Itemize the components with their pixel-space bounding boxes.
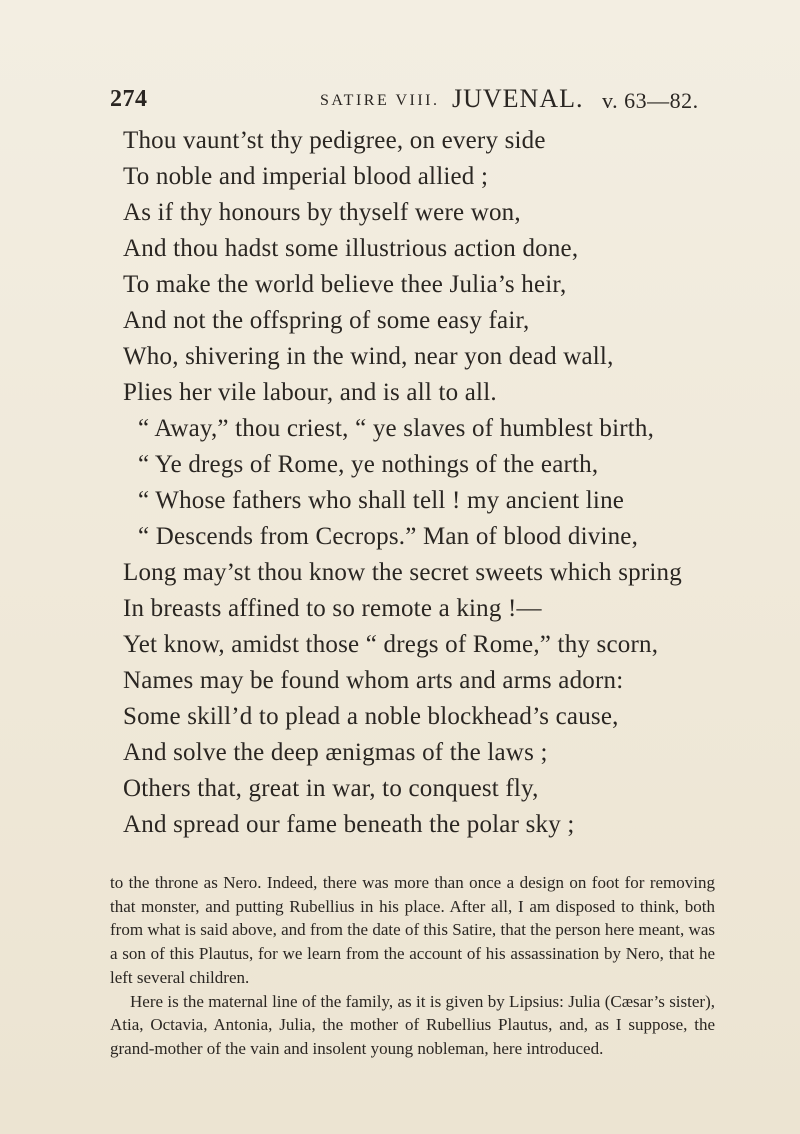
poem-line: Names may be found whom arts and arms adorn: xyxy=(123,667,624,694)
poem-line: Thou vaunt’st thy pedigree, on every side xyxy=(123,127,546,154)
poem-line: To noble and imperial blood allied ; xyxy=(123,163,489,190)
poem-line: Some skill’d to plead a noble blockhead’s cause, xyxy=(123,703,619,730)
poem-line: “ Away,” thou criest, “ ye slaves of humblest birth, xyxy=(138,415,655,442)
footnote-paragraph: Here is the maternal line of the family, as it is given by Lipsius: Julia (Cæsar’s sister), Atia, Octavia, Antonia, Julia, the mother of Rubellius Plautus, and, as I suppose, the grand-mother of the vain and insolent young nobleman, here introduced. xyxy=(110,991,715,1058)
poem-line: Yet know, amidst those “ dregs of Rome,” thy scorn, xyxy=(123,631,659,658)
satire-label: SATIRE VIII. xyxy=(320,92,440,109)
poem-line: In breasts affined to so remote a king !— xyxy=(123,595,542,622)
poem-line: And not the offspring of some easy fair, xyxy=(123,307,530,334)
poem-line: And spread our fame beneath the polar sky ; xyxy=(123,811,575,838)
footnotes xyxy=(110,871,715,1061)
footnote-paragraph: to the throne as Nero. Indeed, there was more than once a design on foot for removing that monster, and putting Rubellius in his place. After all, I am disposed to think, both from what is said above, and from the date of this Satire, that the person here meant, was a son of this Plautus, for we learn from the account of his assassination by Nero, that he left several children. xyxy=(110,873,715,987)
poem-line: “ Ye dregs of Rome, ye nothings of the earth, xyxy=(138,451,599,478)
poem-line: As if thy honours by thyself were won, xyxy=(123,199,521,226)
poem-line: “ Whose fathers who shall tell ! my ancient line xyxy=(138,487,625,514)
poem-line: Who, shivering in the wind, near yon dead wall, xyxy=(123,343,614,370)
running-header xyxy=(110,84,730,118)
poem-line: “ Descends from Cecrops.” Man of blood divine, xyxy=(138,523,639,550)
poem-line: Others that, great in war, to conquest fly, xyxy=(123,775,539,802)
author-name: JUVENAL. xyxy=(452,84,584,113)
poem-line: Plies her vile labour, and is all to all. xyxy=(123,379,497,406)
poem-line: Long may’st thou know the secret sweets which spring xyxy=(123,559,682,586)
poem-line: And solve the deep ænigmas of the laws ; xyxy=(123,739,548,766)
poem-line: To make the world believe thee Julia’s heir, xyxy=(123,271,567,298)
page-number: 274 xyxy=(110,86,148,112)
verse-range: v. 63—82. xyxy=(602,88,699,113)
poem-line: And thou hadst some illustrious action done, xyxy=(123,235,579,262)
